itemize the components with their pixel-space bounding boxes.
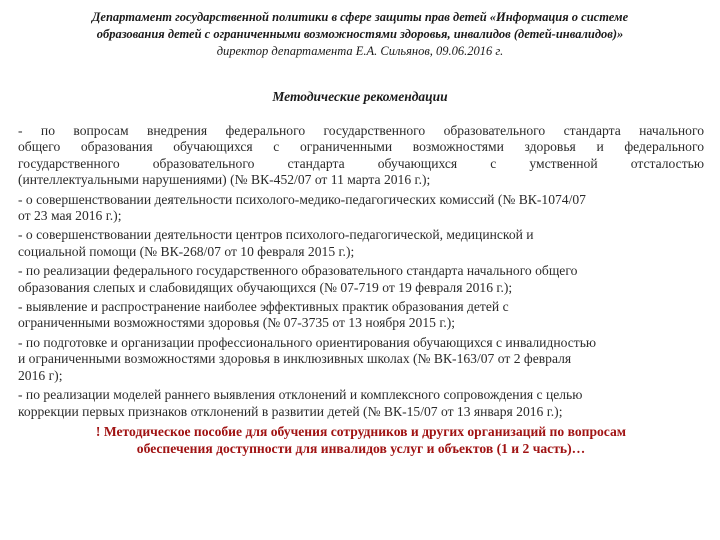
recommendation-line: - о совершенствовании деятельности центров психолого-педагогической, медицинской и	[18, 227, 534, 243]
recommendation-line: 2016 г);	[18, 367, 63, 383]
recommendation-item	[18, 299, 704, 332]
recommendation-line: - выявление и распространение наиболее эффективных практик образования детей с	[18, 299, 509, 315]
recommendation-line: - по реализации моделей раннего выявления отклонений и комплексного сопровождения с целью	[18, 387, 583, 403]
recommendations-list	[18, 123, 704, 457]
manual-note	[18, 423, 704, 457]
recommendation-line: образования слепых и слабовидящих обучающихся (№ 07-719 от 19 февраля 2016 г.);	[18, 279, 513, 295]
recommendation-line: ограниченными возможностями здоровья (№ 07-3735 от 13 ноября 2015 г.);	[18, 315, 456, 331]
note-line-1	[18, 423, 704, 440]
recommendation-line: и ограниченными возможностями здоровья в инклюзивных школах (№ ВК-163/07 от 2 февраля	[18, 351, 572, 367]
recommendation-line: государственного образовательного стандарта обучающихся с умственной отсталостью	[18, 155, 704, 171]
recommendation-line: от 23 мая 2016 г.);	[18, 208, 122, 224]
recommendation-item	[18, 387, 704, 420]
header-author-date: директор департамента Е.А. Сильянов, 09.06.2016 г.	[216, 44, 504, 58]
exclamation-mark: !	[95, 423, 101, 439]
recommendation-line: общего образования обучающихся с ограниченными возможностями здоровья и федерального	[18, 139, 704, 155]
recommendation-item	[18, 227, 704, 260]
recommendation-line: - о совершенствовании деятельности психолого-медико-педагогических комиссий (№ ВК-1074/07	[18, 191, 586, 207]
source-header	[40, 9, 680, 60]
recommendation-line: - по подготовке и организации профессионального ориентирования обучающихся с инвалидностью	[18, 334, 597, 350]
recommendation-item	[18, 263, 704, 296]
note-text-1: Методическое пособие для обучения сотрудников и других организаций по вопросам	[100, 423, 627, 439]
recommendation-line: (интеллектуальными нарушениями) (№ ВК-452/07 от 11 марта 2016 г.);	[18, 172, 431, 188]
recommendation-item	[18, 123, 704, 189]
recommendation-item	[18, 335, 704, 384]
recommendation-line: - по вопросам внедрения федерального государственного образовательного стандарта начального	[18, 123, 704, 138]
header-line-2: образования детей с ограниченными возможностями здоровья, инвалидов (детей-инвалидов)»	[96, 27, 624, 41]
note-line-2: обеспечения доступности для инвалидов услуг и объектов (1 и 2 часть)…	[136, 440, 586, 456]
recommendation-line: - по реализации федерального государственного образовательного стандарта начального общего	[18, 263, 578, 279]
recommendation-item	[18, 192, 704, 225]
header-line-1: Департамент государственной политики в сфере защиты прав детей «Информация о системе	[91, 10, 629, 24]
recommendation-line: коррекции первых признаков отклонений в развитии детей (№ ВК-15/07 от 13 января 2016 г.);	[18, 403, 563, 419]
section-title: Методические рекомендации	[272, 89, 448, 104]
recommendation-line: социальной помощи (№ ВК-268/07 от 10 февраля 2015 г.);	[18, 243, 355, 259]
